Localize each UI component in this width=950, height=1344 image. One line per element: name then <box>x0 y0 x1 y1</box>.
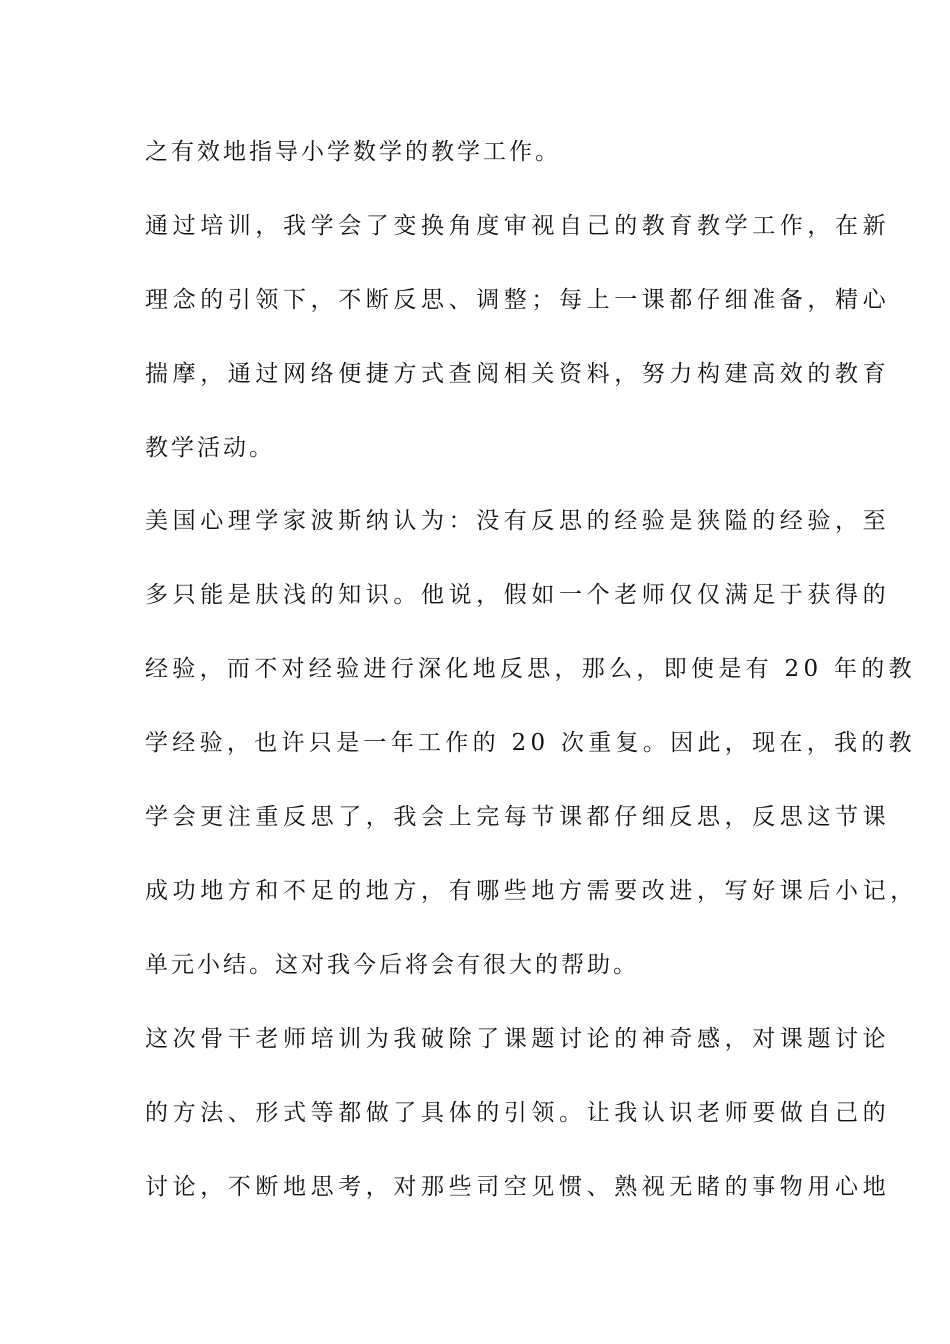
text-line-13: 这次骨干老师培训为我破除了课题讨论的神奇感，对课题讨论 <box>145 1026 891 1052</box>
text-line-11: 成功地方和不足的地方，有哪些地方需要改进，写好课后小记， <box>145 878 918 904</box>
text-line-14: 的方法、形式等都做了具体的引领。让我认识老师要做自己的 <box>145 1100 891 1126</box>
text-line-12: 单元小结。这对我今后将会有很大的帮助。 <box>145 952 639 978</box>
text-line-6: 美国心理学家波斯纳认为：没有反思的经验是狭隘的经验，至 <box>145 508 891 534</box>
text-line-10: 学会更注重反思了，我会上完每节课都仔细反思，反思这节课 <box>145 804 891 830</box>
text-line-15: 讨论，不断地思考，对那些司空见惯、熟视无睹的事物用心地 <box>145 1174 891 1200</box>
text-line-5: 教学活动。 <box>145 435 275 461</box>
text-line-1: 之有效地指导小学数学的教学工作。 <box>145 139 561 165</box>
text-line-9: 学经验，也许只是一年工作的 20 次重复。因此，现在，我的教 <box>145 730 916 756</box>
text-line-8: 经验，而不对经验进行深化地反思，那么，即使是有 20 年的教 <box>145 656 916 682</box>
text-line-7: 多只能是肤浅的知识。他说，假如一个老师仅仅满足于获得的 <box>145 582 891 608</box>
text-line-4: 揣摩，通过网络便捷方式查阅相关资料，努力构建高效的教育 <box>145 361 891 387</box>
text-line-3: 理念的引领下，不断反思、调整；每上一课都仔细准备，精心 <box>145 287 891 313</box>
text-line-2: 通过培训，我学会了变换角度审视自己的教育教学工作，在新 <box>145 213 891 239</box>
